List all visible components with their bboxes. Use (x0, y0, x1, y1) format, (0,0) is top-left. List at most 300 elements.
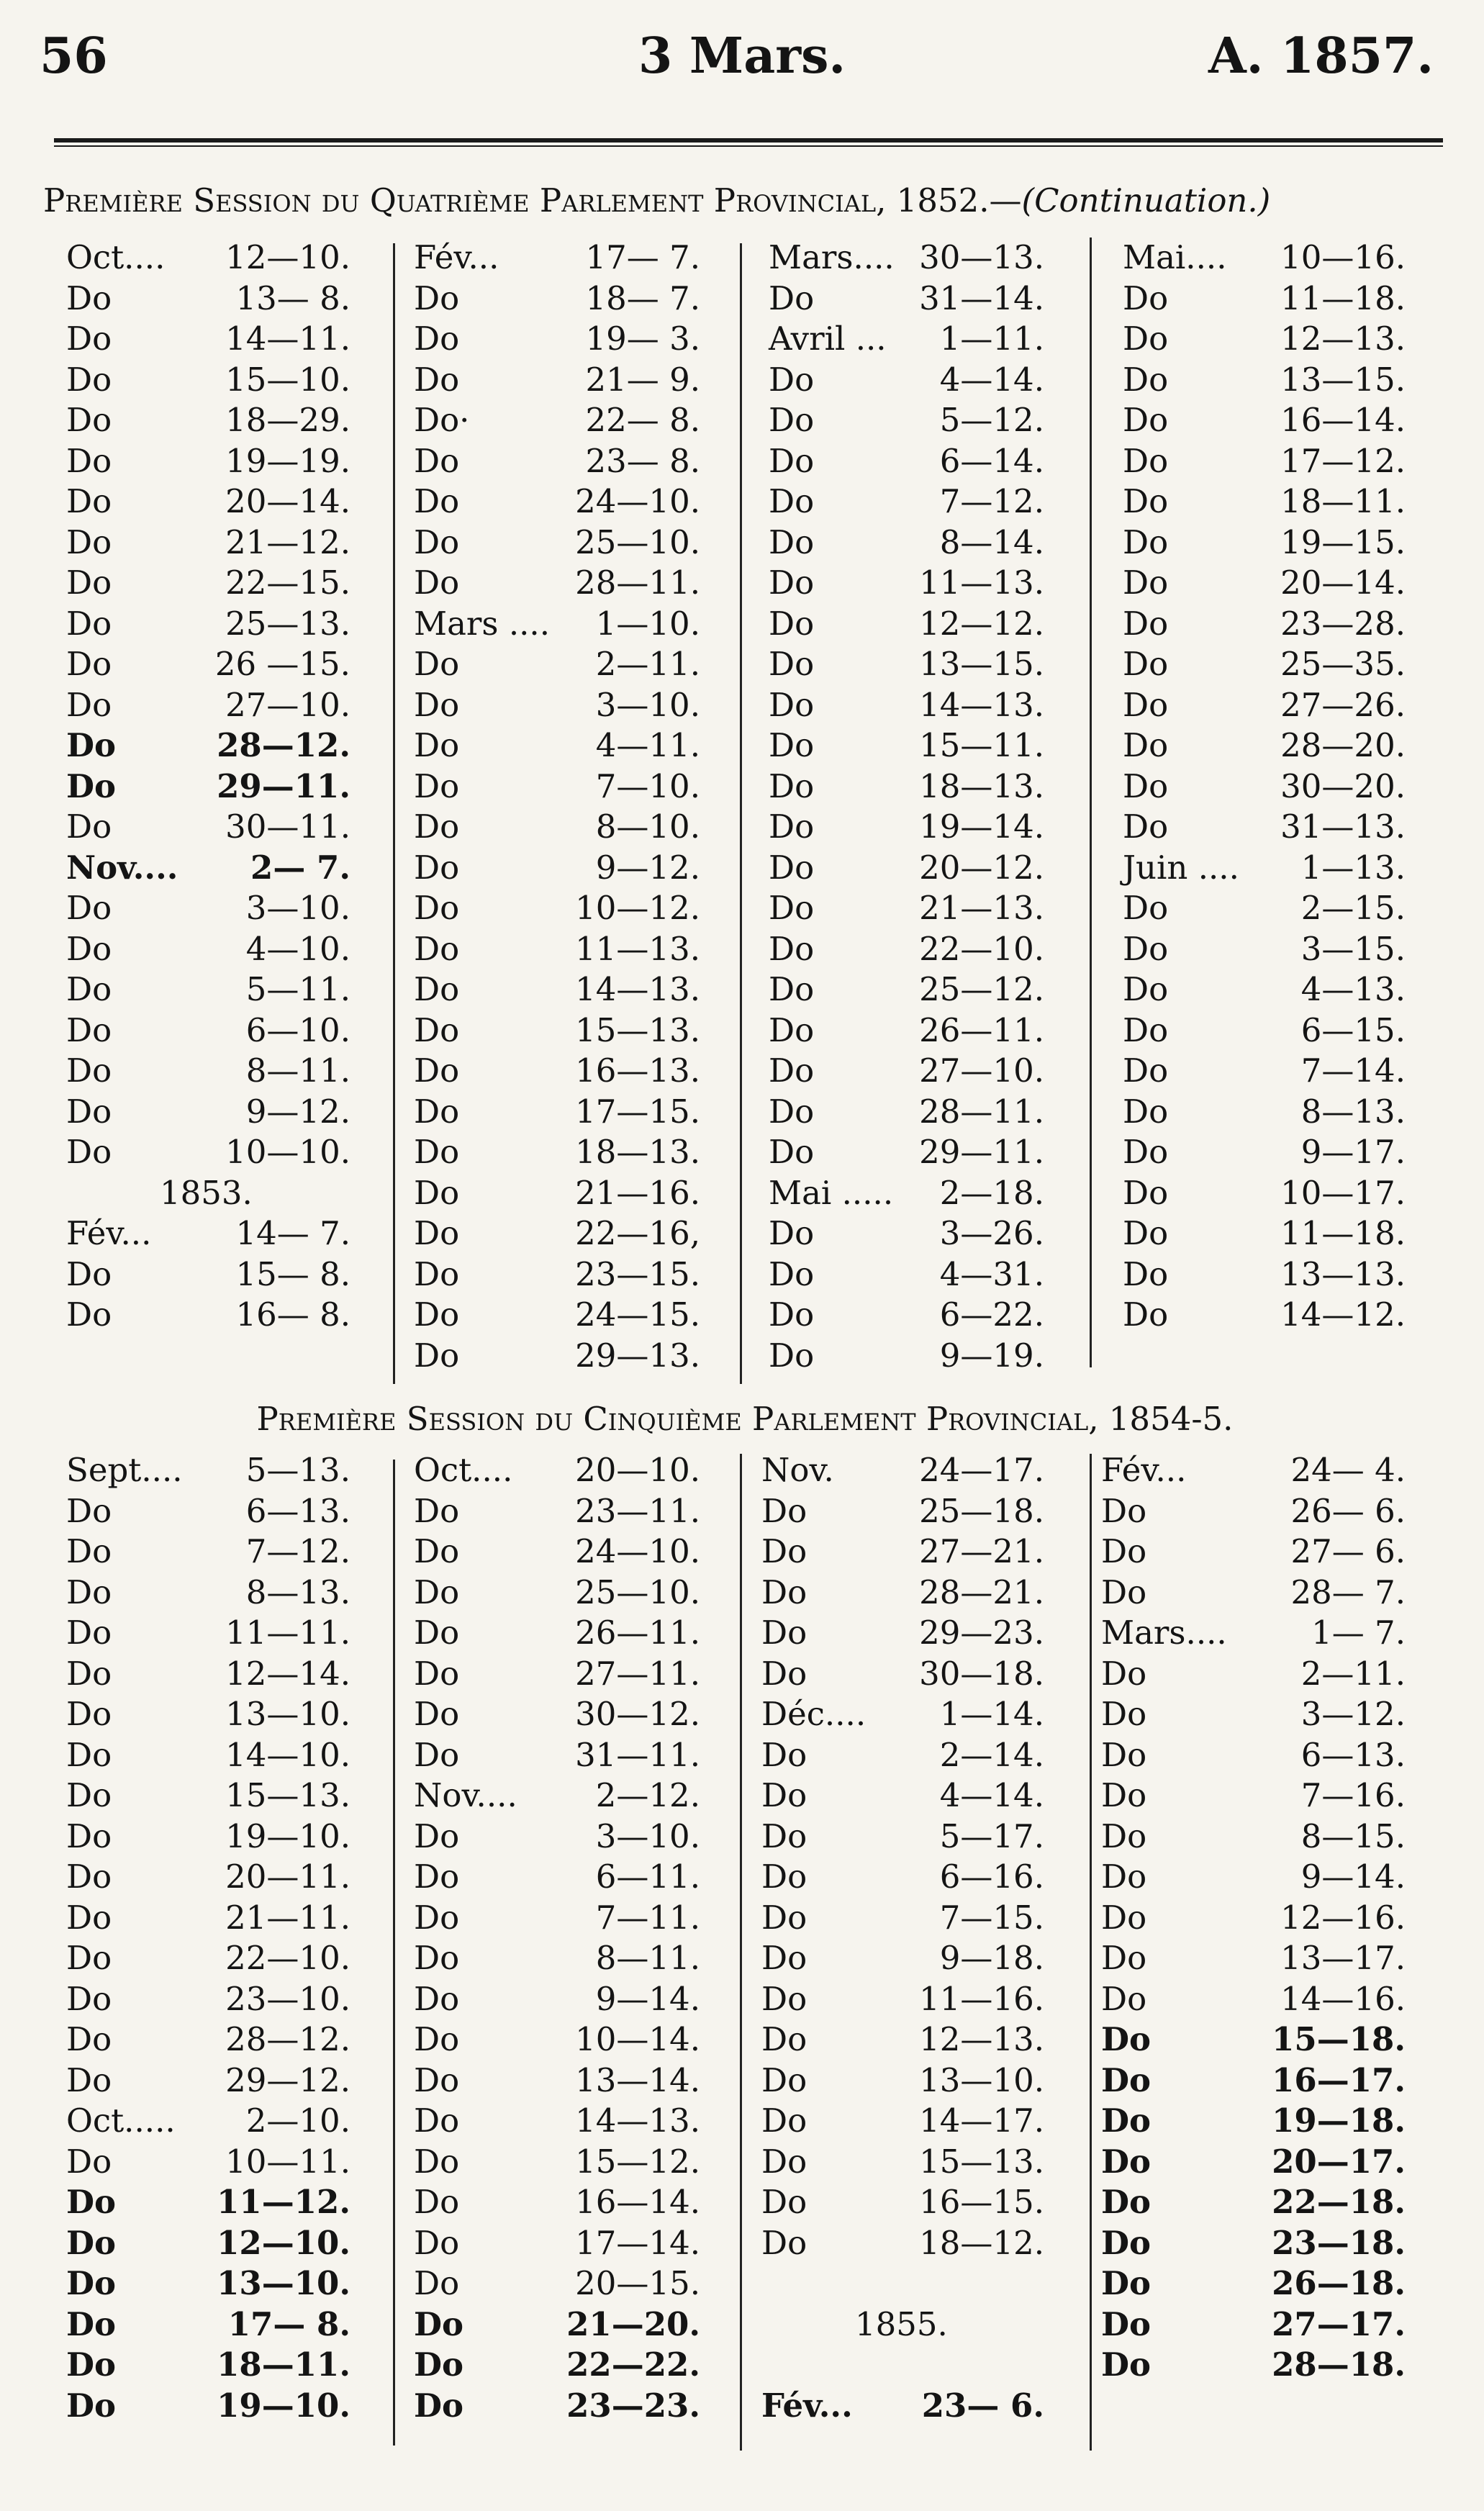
date-label: Do (66, 1939, 112, 1977)
date-label: Do (761, 2060, 807, 2099)
date-label: Do (761, 1939, 807, 1977)
date-label: Do (769, 360, 815, 399)
table-row (1101, 2019, 1406, 2060)
count-value: 20—12. (919, 848, 1044, 887)
count-value: 15—11. (919, 726, 1044, 764)
date-label: Do (1123, 726, 1169, 764)
date-label: Do (414, 1898, 460, 1937)
count-value: 7—15. (939, 1898, 1044, 1937)
count-value: 22—10. (919, 929, 1044, 968)
count-value: 23—10. (225, 1979, 350, 2018)
date-label: Do (66, 726, 117, 764)
count-value: 29—11. (919, 1133, 1044, 1171)
table-row (769, 929, 1044, 969)
count-value: 21—12. (225, 522, 350, 561)
table-row (66, 1254, 350, 1295)
count-value: 21—20. (566, 2304, 700, 2343)
count-value: 5—13. (245, 1451, 350, 1489)
table-row (761, 1532, 1044, 1572)
table-row (1123, 604, 1406, 644)
count-value: 31—14. (919, 279, 1044, 317)
table-row (1123, 725, 1406, 766)
date-label: Do· (414, 401, 470, 439)
count-value: 1—10. (595, 604, 700, 643)
count-value: 26 —15. (214, 645, 350, 683)
date-label: Nov.... (414, 1776, 517, 1814)
count-value: 29—11. (217, 766, 350, 805)
table-row (1101, 1613, 1406, 1653)
count-value: 9—14. (1300, 1858, 1406, 1896)
table-row (761, 1694, 1044, 1734)
table-row (66, 400, 350, 440)
column-divider (393, 243, 395, 1384)
count-value: 12—14. (225, 1654, 350, 1693)
table-row (1123, 237, 1406, 278)
count-value: 11—13. (919, 564, 1044, 602)
date-label: Do (66, 320, 112, 358)
date-label: Do (1123, 360, 1169, 399)
count-value: 12—12. (919, 604, 1044, 643)
table-row (769, 1132, 1044, 1172)
date-label: Do (66, 889, 112, 927)
table-row (414, 1532, 700, 1572)
date-label: Do (414, 2183, 460, 2221)
table-row (414, 2304, 700, 2345)
date-label: Do (1123, 604, 1169, 643)
page-number: 56 (40, 27, 108, 85)
count-value: 21— 9. (585, 360, 700, 399)
date-label: Do (66, 564, 112, 602)
count-value: 19—19. (225, 441, 350, 480)
count-value: 23— 8. (585, 441, 700, 480)
date-label: Do (769, 564, 815, 602)
date-label: Do (414, 2142, 460, 2181)
date-label: Do (761, 2183, 807, 2221)
count-value: 11—16. (919, 1979, 1044, 2018)
table-row (414, 2345, 700, 2385)
count-value: 8—11. (595, 1939, 700, 1977)
date-label: Oct.... (66, 238, 166, 276)
count-value: 11—13. (575, 929, 700, 968)
section2-title: Première Session du Cinquième Parlement Provincial, 1854-5. (256, 1400, 1234, 1438)
table-row (769, 319, 1044, 359)
table-row (414, 2101, 700, 2141)
table-row (66, 848, 350, 888)
table-row (414, 1132, 700, 1172)
count-value: 19—18. (1272, 2101, 1406, 2140)
table-row (66, 1775, 350, 1816)
date-label: Do (66, 1295, 112, 1334)
count-value: 20—14. (225, 482, 350, 520)
count-value: 26—11. (575, 1614, 700, 1652)
section2-column-3 (761, 1450, 1044, 2426)
date-label: Do (769, 1092, 815, 1131)
date-label: Déc.... (761, 1695, 867, 1733)
count-value: 25—12. (919, 970, 1044, 1008)
table-row (66, 2263, 350, 2304)
table-row (1101, 2304, 1406, 2345)
table-row (414, 888, 700, 928)
table-row (414, 2019, 700, 2060)
count-value: 25—13. (225, 604, 350, 643)
date-label: Do (414, 1133, 460, 1171)
date-label: Do (769, 848, 815, 887)
count-value: 5—17. (939, 1816, 1044, 1855)
count-value: 15—18. (1272, 2020, 1406, 2058)
table-row (1101, 2263, 1406, 2304)
table-row (1123, 1254, 1406, 1295)
table-row (66, 1213, 350, 1254)
date-label: Do (66, 522, 112, 561)
count-value: 4—14. (939, 1776, 1044, 1814)
table-row (1101, 1898, 1406, 1938)
date-label: Do (66, 2183, 117, 2221)
table-row (66, 319, 350, 359)
count-value: 30—13. (919, 238, 1044, 276)
date-label: Do (66, 1133, 112, 1171)
table-row (1101, 1491, 1406, 1532)
table-row (66, 1938, 350, 1978)
count-value: 2—14. (939, 1735, 1044, 1774)
table-row (66, 2142, 350, 2182)
count-value: 14—13. (575, 2101, 700, 2140)
table-row (1101, 2182, 1406, 2222)
table-row (66, 441, 350, 481)
count-value: 28—11. (575, 564, 700, 602)
count-value: 12—13. (919, 2020, 1044, 2058)
count-value: 9—12. (595, 848, 700, 887)
table-row (66, 2304, 350, 2345)
count-value: 6—13. (245, 1491, 350, 1530)
count-value: 13—10. (217, 2264, 350, 2302)
date-label: Do (66, 604, 112, 643)
table-row (414, 522, 700, 563)
table-row (66, 1654, 350, 1694)
count-value: 14—17. (919, 2101, 1044, 2140)
table-row (1123, 1051, 1406, 1091)
date-label: Do (1101, 1939, 1147, 1977)
date-label: Do (1123, 807, 1169, 846)
count-value: 13—15. (919, 645, 1044, 683)
section1-column-2 (414, 237, 700, 1376)
table-row (761, 1654, 1044, 1694)
table-row (66, 2019, 350, 2060)
header-rule-thick (54, 138, 1443, 142)
count-value: 21—16. (575, 1173, 700, 1212)
table-row (66, 1573, 350, 1613)
date-label: Do (414, 1092, 460, 1131)
count-value: 18—11. (217, 2345, 350, 2384)
date-label: Do (761, 1776, 807, 1814)
date-label: Do (414, 279, 460, 317)
count-value: 10—14. (575, 2020, 700, 2058)
date-label: Do (414, 2386, 464, 2425)
count-value: 7—12. (245, 1532, 350, 1570)
table-row (1123, 1010, 1406, 1051)
count-value: 14—12. (1280, 1295, 1406, 1334)
table-row (1123, 929, 1406, 969)
count-value: 15—12. (575, 2142, 700, 2181)
count-value: 24—10. (575, 482, 700, 520)
table-row (414, 685, 700, 725)
table-row (66, 929, 350, 969)
table-row (66, 604, 350, 644)
table-row (1123, 685, 1406, 725)
date-label: Do (414, 2020, 460, 2058)
section1-column-1 (66, 237, 350, 1336)
date-label: Do (1123, 564, 1169, 602)
date-label: Do (769, 604, 815, 643)
table-row (66, 360, 350, 400)
count-value: 18— 7. (585, 279, 700, 317)
date-label: Do (66, 2142, 112, 2181)
count-value: 16—14. (575, 2183, 700, 2221)
count-value: 3—10. (245, 889, 350, 927)
table-row (1123, 644, 1406, 684)
date-label: Do (769, 807, 815, 846)
table-row (414, 1735, 700, 1775)
date-label: Do (414, 766, 460, 805)
date-label: Do (414, 848, 460, 887)
count-value: 15—13. (225, 1776, 350, 1814)
count-value: 6—15. (1300, 1010, 1406, 1049)
table-row (414, 2386, 700, 2426)
date-label: Do (66, 645, 112, 683)
count-value: 30—11. (225, 807, 350, 846)
date-label: Do (414, 320, 460, 358)
count-value: 14—11. (225, 320, 350, 358)
table-row (1123, 766, 1406, 807)
date-label: Do (66, 2060, 112, 2099)
date-label: Do (1101, 1491, 1147, 1530)
table-row (66, 1491, 350, 1532)
date-label: Do (66, 970, 112, 1008)
count-value: 2—15. (1300, 889, 1406, 927)
count-value: 22—22. (566, 2345, 700, 2384)
table-row (761, 2060, 1044, 2101)
table-row (761, 1938, 1044, 1978)
table-row (1123, 1092, 1406, 1132)
page-header (0, 27, 1484, 85)
table-row (761, 1613, 1044, 1653)
table-row (769, 969, 1044, 1010)
table-row (66, 1898, 350, 1938)
date-label: Do (66, 1573, 112, 1611)
date-label: Do (761, 1491, 807, 1530)
date-label: Do (414, 1295, 460, 1334)
table-row (769, 1092, 1044, 1132)
date-label: Do (414, 2304, 464, 2343)
count-value: 9—18. (939, 1939, 1044, 1977)
table-row (414, 237, 700, 278)
count-value: 13—13. (1280, 1254, 1406, 1293)
count-value: 30—12. (575, 1695, 700, 1733)
date-label: Do (1101, 1735, 1147, 1774)
count-value: 29—12. (225, 2060, 350, 2099)
date-label: Do (66, 2386, 117, 2425)
count-value: 23—18. (1272, 2223, 1406, 2262)
count-value: 9—17. (1300, 1133, 1406, 1171)
count-value: 23—15. (575, 1254, 700, 1293)
count-value: 25—18. (919, 1491, 1044, 1530)
date-label: Do (761, 1573, 807, 1611)
table-row (1123, 888, 1406, 928)
table-row (761, 1857, 1044, 1897)
date-label: Do (761, 2101, 807, 2140)
table-row (414, 1613, 700, 1653)
table-row (414, 969, 700, 1010)
year-heading (66, 1173, 350, 1213)
count-value: 7—16. (1300, 1776, 1406, 1814)
table-row (66, 1295, 350, 1335)
table-row (1123, 279, 1406, 319)
column-divider (1090, 237, 1092, 1367)
date-label: Do (414, 685, 460, 724)
table-row (769, 725, 1044, 766)
table-row (1123, 969, 1406, 1010)
count-value: 5—11. (245, 970, 350, 1008)
date-label: Do (66, 360, 112, 399)
count-value: 11—12. (217, 2183, 350, 2221)
count-value: 18—13. (575, 1133, 700, 1171)
count-value: 19— 3. (585, 320, 700, 358)
count-value: 12—16. (1280, 1898, 1406, 1937)
count-value: 3—10. (595, 685, 700, 724)
date-label: Do (1123, 889, 1169, 927)
count-value: 2—10. (245, 2101, 350, 2140)
date-label: Do (769, 1254, 815, 1293)
table-row (1101, 2345, 1406, 2385)
count-value: 15—10. (225, 360, 350, 399)
count-value: 18—13. (919, 766, 1044, 805)
count-value: 26—11. (919, 1010, 1044, 1049)
table-row (414, 441, 700, 481)
date-label: Do (414, 1173, 460, 1212)
date-label: Do (1123, 441, 1169, 480)
table-row (66, 725, 350, 766)
date-label: 1853. (160, 1173, 253, 1212)
table-row (414, 319, 700, 359)
date-label: Do (1101, 2264, 1152, 2302)
table-row (1101, 1979, 1406, 2019)
date-label: Do (414, 360, 460, 399)
date-label: Do (761, 2142, 807, 2181)
table-row (414, 1336, 700, 1376)
count-value: 20—15. (575, 2264, 700, 2302)
table-row (769, 279, 1044, 319)
table-row (414, 766, 700, 807)
count-value: 15—13. (919, 2142, 1044, 2181)
table-row (66, 807, 350, 847)
table-row (1101, 1532, 1406, 1572)
date-label: Do (414, 1939, 460, 1977)
count-value: 22—18. (1272, 2183, 1406, 2221)
table-row (769, 807, 1044, 847)
table-row (414, 2142, 700, 2182)
table-row (1101, 2101, 1406, 2141)
table-row (66, 969, 350, 1010)
table-row (66, 1613, 350, 1653)
count-value: 31—11. (575, 1735, 700, 1774)
count-value: 9—14. (595, 1979, 700, 2018)
date-label: Do (414, 1336, 460, 1375)
date-label: Do (769, 1051, 815, 1090)
table-row (66, 563, 350, 603)
table-row (414, 2263, 700, 2304)
count-value: 4—14. (939, 360, 1044, 399)
date-label: Do (1101, 1816, 1147, 1855)
table-row (761, 1450, 1044, 1490)
date-label: Do (1123, 645, 1169, 683)
date-label: Do (414, 522, 460, 561)
count-value: 7—12. (939, 482, 1044, 520)
count-value: 4—11. (595, 726, 700, 764)
count-value: 7—10. (595, 766, 700, 805)
count-value: 16—14. (1280, 401, 1406, 439)
table-row (414, 604, 700, 644)
table-row (66, 766, 350, 807)
count-value: 25—10. (575, 522, 700, 561)
count-value: 27—17. (1272, 2304, 1406, 2343)
count-value: 4—10. (245, 929, 350, 968)
table-row (414, 725, 700, 766)
count-value: 20—14. (1280, 564, 1406, 602)
table-row (769, 1010, 1044, 1051)
table-row (769, 237, 1044, 278)
table-row (414, 2182, 700, 2222)
date-label: Do (66, 1898, 112, 1937)
count-value: 31—13. (1280, 807, 1406, 846)
date-label: Do (414, 970, 460, 1008)
count-value: 1—13. (1300, 848, 1406, 887)
page-year: A. 1857. (1208, 27, 1434, 85)
table-row (414, 1010, 700, 1051)
count-value: 10—12. (575, 889, 700, 927)
table-row (414, 563, 700, 603)
date-label: Mai ..... (769, 1173, 894, 1212)
date-label: Do (66, 1491, 112, 1530)
table-row (414, 1573, 700, 1613)
count-value: 28—18. (1272, 2345, 1406, 2384)
table-row (761, 2223, 1044, 2263)
date-label: Do (414, 1532, 460, 1570)
column-divider (1090, 1454, 1092, 2451)
date-label: Nov.... (66, 848, 178, 887)
table-row (769, 685, 1044, 725)
count-value: 29—23. (919, 1614, 1044, 1652)
table-row (761, 2386, 1044, 2426)
count-value: 20—10. (575, 1451, 700, 1489)
date-label: Mars.... (769, 238, 895, 276)
date-label: Do (761, 1614, 807, 1652)
count-value: 19—14. (919, 807, 1044, 846)
date-label: Do (1123, 1051, 1169, 1090)
date-label: Do (66, 279, 112, 317)
table-row (414, 1213, 700, 1254)
date-label: Do (769, 279, 815, 317)
count-value: 6—10. (245, 1010, 350, 1049)
count-value: 18—12. (919, 2223, 1044, 2262)
header-rule-thin (54, 145, 1443, 147)
date-label: Do (761, 1858, 807, 1896)
date-label: Do (414, 482, 460, 520)
count-value: 4—31. (939, 1254, 1044, 1293)
count-value: 19—10. (217, 2386, 350, 2425)
count-value: 28—11. (919, 1092, 1044, 1131)
count-value: 10—16. (1280, 238, 1406, 276)
date-label: Fév... (1101, 1451, 1187, 1489)
count-value: 2—11. (595, 645, 700, 683)
